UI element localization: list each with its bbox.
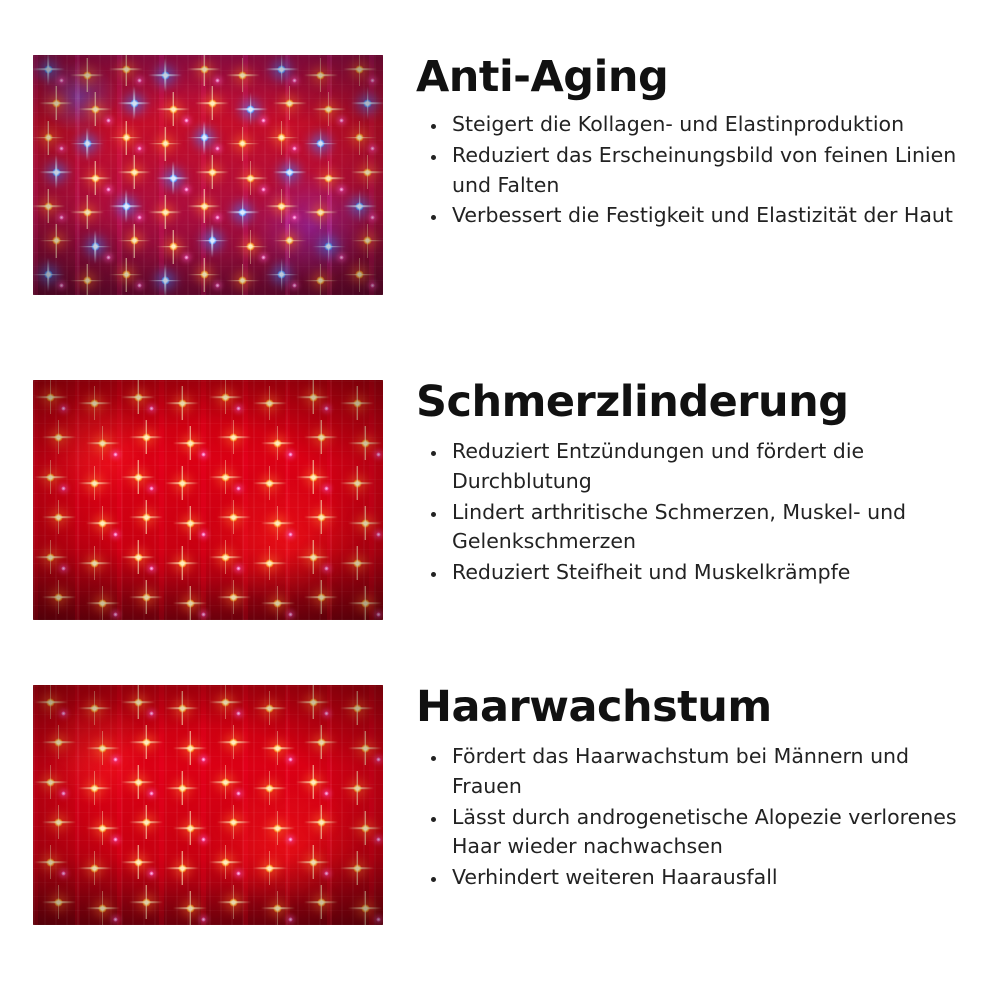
section-anti-aging: [0, 52, 1000, 295]
list-item: • Steigert die Kollagen- und Elastinproduktion: [448, 110, 974, 140]
led-panel-red-image: [33, 380, 383, 620]
text-column-haarwachstum: [416, 682, 1000, 894]
list-item: • Reduziert Entzündungen und fördert die Durchblutung: [448, 437, 974, 496]
list-item: • Reduziert Steifheit und Muskelkrämpfe: [448, 558, 974, 588]
benefit-list: [416, 110, 974, 231]
text-column-schmerzlinderung: [416, 377, 1000, 589]
led-panel-red-bright-image: [33, 685, 383, 925]
list-item: • Verhindert weiteren Haarausfall: [448, 863, 974, 893]
list-item: • Lässt durch androgenetische Alopezie verlorenes Haar wieder nachwachsen: [448, 803, 974, 862]
section-heading: Schmerzlinderung: [416, 377, 849, 427]
section-haarwachstum: [0, 682, 1000, 925]
list-item: • Reduziert das Erscheinungsbild von feinen Linien und Falten: [448, 141, 974, 200]
list-item: • Lindert arthritische Schmerzen, Muskel- und Gelenkschmerzen: [448, 498, 974, 557]
list-item: • Verbessert die Festigkeit und Elastizität der Haut: [448, 201, 974, 231]
section-heading: Anti-Aging: [416, 52, 669, 102]
section-heading: Haarwachstum: [416, 682, 772, 732]
led-panel-red-blue-image: [33, 55, 383, 295]
list-item: • Fördert das Haarwachstum bei Männern und Frauen: [448, 742, 974, 801]
text-column-anti-aging: [416, 52, 1000, 232]
benefit-list: [416, 742, 974, 893]
section-schmerzlinderung: [0, 377, 1000, 620]
benefit-list: [416, 437, 974, 588]
